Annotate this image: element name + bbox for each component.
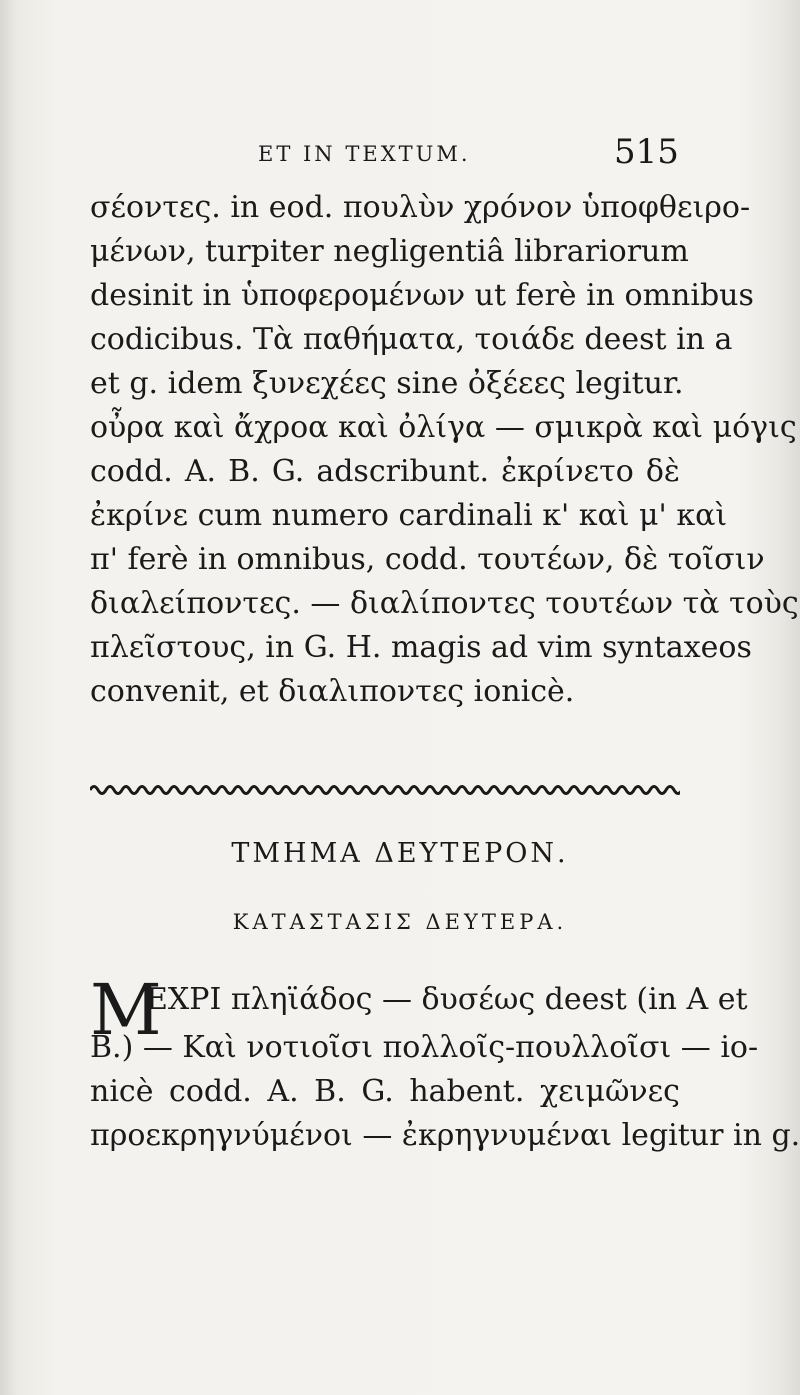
text-line: convenit, et διαλιποντες ionicè.	[90, 674, 575, 709]
subsection-title: ΚΑΤΑΣΤΑΣΙΣ ΔΕΥΤΕΡΑ.	[232, 910, 568, 934]
section-title: ΤΜΗΜΑ ΔΕΥΤΕΡΟΝ.	[231, 838, 569, 869]
commentary-paragraph-1	[90, 186, 799, 714]
text-line: B.) — Καὶ νοτιοῖσι πολλοῖς-πουλλοῖσι — io-	[90, 1030, 759, 1065]
text-line: ΕΧΡΙ πληϊάδος — δυσέως deest (in A et	[146, 982, 748, 1017]
running-title: ET IN TEXTUM.	[258, 142, 471, 166]
text-line: προεκρηγνύμένοι — ἐκρηγνυμέναι legitur in g.	[90, 1118, 800, 1153]
text-line: πλεῖστους, in G. H. magis ad vim syntaxeos	[90, 630, 752, 665]
text-line: σέοντες. in eod. πουλὺν χρόνον ὑποφθειρο-	[90, 190, 751, 225]
running-head	[0, 132, 800, 172]
wavy-rule-ornament	[90, 780, 680, 800]
commentary-paragraph-2	[90, 966, 800, 1158]
text-line: ἐκρίνε cum numero cardinali κ' καὶ μ' καὶ	[90, 498, 728, 533]
text-line: π' ferè in omnibus, codd. τουτέων, δὲ τοῖσιν	[90, 542, 765, 577]
drop-cap: M	[90, 969, 162, 1051]
text-line: et g. idem ξυνεχέες sine ὀξέεες legitur.	[90, 366, 684, 401]
text-line: codicibus. Τὰ παθήματα, τοιάδε deest in a	[90, 322, 733, 357]
page-number: 515	[614, 132, 679, 172]
text-line: nicè codd. A. B. G. habent. χειμῶνες	[90, 1074, 680, 1109]
text-line: desinit in ὑποφερομένων ut ferè in omnibus	[90, 278, 754, 313]
text-line: μένων, turpiter negligentiâ librariorum	[90, 234, 689, 269]
text-line: οὖρα καὶ ἄχροα καὶ ὀλίγα — σμικρὰ καὶ μόγις	[90, 410, 797, 445]
text-line: διαλείποντες. — διαλίποντες τουτέων τὰ τοὺς	[90, 586, 799, 621]
text-line: codd. A. B. G. adscribunt. ἐκρίνετο δὲ	[90, 454, 680, 489]
